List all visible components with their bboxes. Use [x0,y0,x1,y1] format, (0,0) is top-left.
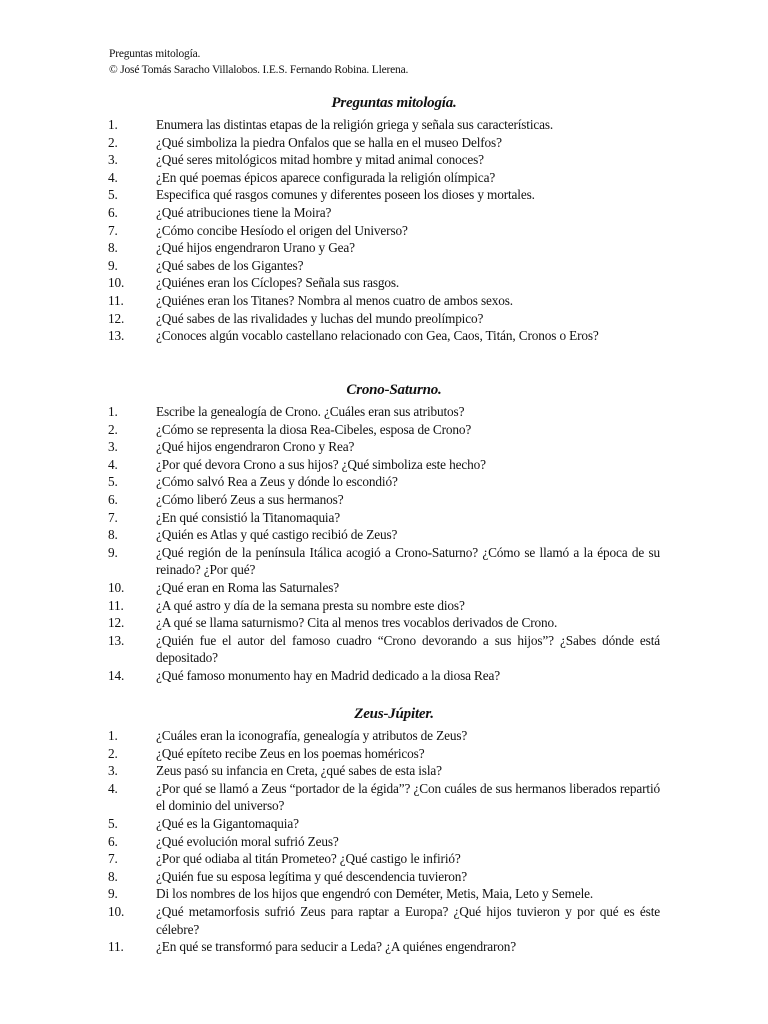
question-text: ¿Quién fue su esposa legítima y qué descendencia tuvieron? [156,868,468,884]
question-number: 3. [108,152,118,168]
question-item [0,310,660,328]
question-text: ¿Qué epíteto recibe Zeus en los poemas homéricos? [156,745,425,761]
section-zeus [0,704,768,956]
question-item [0,833,660,851]
question-text: ¿Qué simboliza la piedra Onfalos que se halla en el museo Delfos? [156,134,502,150]
question-item [0,885,660,903]
question-number: 5. [108,187,118,203]
question-list [0,727,768,956]
question-item [0,116,660,134]
question-text: Enumera las distintas etapas de la religión griega y señala sus características. [156,117,554,132]
question-item [0,632,660,667]
question-item [0,614,660,632]
question-item [0,438,660,456]
question-text: ¿Quién es Atlas y qué castigo recibió de Zeus? [156,527,398,543]
question-number: 14. [108,667,125,683]
question-number: 5. [108,815,118,831]
question-number: 8. [108,240,118,256]
question-item [0,169,660,187]
question-text: ¿En qué se transformó para seducir a Leda? ¿A quiénes engendraron? [156,939,517,955]
question-number: 10. [108,903,125,919]
question-text: ¿A qué astro y día de la semana presta su nombre este dios? [156,597,465,613]
question-number: 7. [108,851,118,867]
question-item [0,509,660,527]
question-list [0,403,768,685]
question-text: ¿Qué es la Gigantomaquia? [156,815,299,831]
question-item [0,239,660,257]
question-text: ¿Cómo se representa la diosa Rea-Cibeles, esposa de Crono? [156,421,472,437]
question-item [0,292,660,310]
question-number: 1. [108,728,118,743]
question-text: ¿Quién fue el autor del famoso cuadro “Crono devorando a sus hijos”? ¿Sabes dónde está depositado? [156,632,660,666]
question-item [0,151,660,169]
header-copyright: © José Tomás Saracho Villalobos. I.E.S. Fernando Robina. Llerena. [109,64,409,76]
question-text: ¿En qué consistió la Titanomaquia? [156,509,340,525]
question-item [0,727,660,745]
question-number: 7. [108,222,118,238]
question-number: 13. [108,328,125,344]
question-item [0,257,660,275]
question-text: ¿Qué eran en Roma las Saturnales? [156,579,339,595]
question-item [0,815,660,833]
question-item [0,456,660,474]
question-item [0,327,660,345]
question-item [0,868,660,886]
question-text: ¿Por qué devora Crono a sus hijos? ¿Qué simboliza este hecho? [156,456,486,472]
question-item [0,186,660,204]
question-text: ¿Por qué odiaba al titán Prometeo? ¿Qué castigo le infirió? [156,851,461,867]
question-item [0,544,660,579]
question-number: 9. [108,544,118,560]
section-title: Zeus-Júpiter. [354,706,434,722]
question-text: Especifica qué rasgos comunes y diferentes poseen los dioses y mortales. [156,187,535,203]
question-number: 3. [108,763,118,779]
question-number: 2. [108,421,118,437]
question-text: ¿Qué región de la península Itálica acogió a Crono-Saturno? ¿Cómo se llamó a la época de su reinado? ¿Por qué? [156,544,660,578]
question-item [0,903,660,938]
question-number: 9. [108,257,118,273]
section-title: Preguntas mitología. [331,95,457,111]
question-number: 4. [108,780,118,796]
question-number: 1. [108,404,118,419]
question-number: 6. [108,204,118,220]
question-item [0,274,660,292]
question-number: 11. [108,939,124,955]
question-item [0,491,660,509]
section-preguntas [0,93,768,345]
section-crono [0,380,768,685]
question-text: ¿Qué seres mitológicos mitad hombre y mitad animal conoces? [156,152,484,168]
question-text: ¿Qué sabes de las rivalidades y luchas del mundo preolímpico? [156,310,484,326]
question-text: ¿Qué metamorfosis sufrió Zeus para raptar a Europa? ¿Qué hijos tuvieron y por qué es éste célebre? [156,903,660,937]
question-item [0,597,660,615]
question-text: ¿Cómo salvó Rea a Zeus y dónde lo escondió? [156,474,398,490]
question-number: 10. [108,579,125,595]
question-item [0,745,660,763]
question-text: ¿Cómo concibe Hesíodo el origen del Universo? [156,222,408,238]
question-number: 2. [108,134,118,150]
question-item [0,938,660,956]
question-item [0,403,660,421]
question-number: 3. [108,439,118,455]
question-item [0,579,660,597]
page-header [109,46,408,78]
question-item [0,222,660,240]
question-number: 12. [108,615,125,631]
question-text: ¿Por qué se llamó a Zeus “portador de la égida”? ¿Con cuáles de sus hermanos liberados repartió el dominio del universo? [156,780,660,814]
question-number: 11. [108,597,124,613]
question-text: ¿Qué famoso monumento hay en Madrid dedicado a la diosa Rea? [156,667,500,683]
question-text: ¿Qué sabes de los Gigantes? [156,257,304,273]
question-text: Di los nombres de los hijos que engendró con Deméter, Metis, Maia, Leto y Semele. [156,886,594,902]
question-text: ¿Qué atribuciones tiene la Moira? [156,204,332,220]
question-number: 6. [108,491,118,507]
question-number: 4. [108,169,118,185]
question-item [0,473,660,491]
question-item [0,421,660,439]
question-number: 9. [108,886,118,902]
question-text: ¿En qué poemas épicos aparece configurada la religión olímpica? [156,169,496,185]
question-item [0,134,660,152]
section-title: Crono-Saturno. [346,382,442,398]
question-number: 6. [108,833,118,849]
question-item [0,667,660,685]
question-number: 10. [108,275,125,291]
header-title: Preguntas mitología. [109,48,201,60]
question-text: ¿Quiénes eran los Cíclopes? Señala sus rasgos. [156,275,400,291]
question-number: 2. [108,745,118,761]
question-item [0,526,660,544]
question-list [0,116,768,345]
question-item [0,850,660,868]
question-text: ¿A qué se llama saturnismo? Cita al menos tres vocablos derivados de Crono. [156,615,558,631]
question-number: 8. [108,527,118,543]
question-text: ¿Qué evolución moral sufrió Zeus? [156,833,339,849]
question-number: 12. [108,310,125,326]
question-text: ¿Quiénes eran los Titanes? Nombra al menos cuatro de ambos sexos. [156,292,513,308]
question-number: 13. [108,632,125,648]
question-item [0,204,660,222]
question-text: ¿Cuáles eran la iconografía, genealogía y atributos de Zeus? [156,728,468,743]
question-number: 7. [108,509,118,525]
question-number: 11. [108,292,124,308]
question-number: 1. [108,117,118,132]
question-item [0,780,660,815]
question-number: 4. [108,456,118,472]
question-text: Zeus pasó su infancia en Creta, ¿qué sabes de esta isla? [156,763,442,779]
question-text: Escribe la genealogía de Crono. ¿Cuáles eran sus atributos? [156,404,465,419]
question-text: ¿Qué hijos engendraron Crono y Rea? [156,439,355,455]
question-item [0,762,660,780]
question-text: ¿Qué hijos engendraron Urano y Gea? [156,240,355,256]
question-number: 8. [108,868,118,884]
question-number: 5. [108,474,118,490]
question-text: ¿Cómo liberó Zeus a sus hermanos? [156,491,344,507]
question-text: ¿Conoces algún vocablo castellano relacionado con Gea, Caos, Titán, Cronos o Eros? [156,328,599,344]
